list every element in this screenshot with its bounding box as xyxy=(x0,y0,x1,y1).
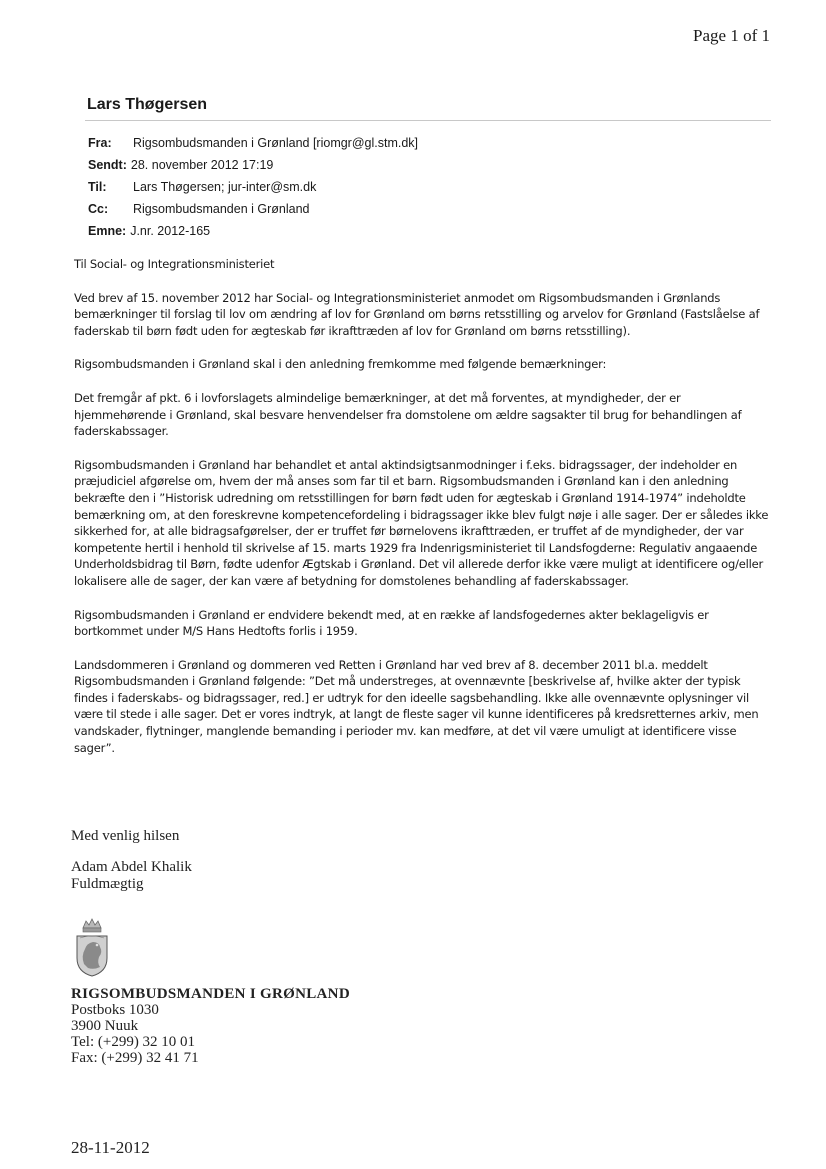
organization-name: RIGSOMBUDSMANDEN I GRØNLAND xyxy=(71,986,350,1002)
cc-label: Cc: xyxy=(88,202,109,216)
paragraph-access-requests: Rigsombudsmanden i Grønland har behandlet et antal aktindsigtsanmodninger i f.eks. bidragssager, der indeholder en præjudiciel afgørelse om, hvem der må anses som far til et barn. Rigsombudsmanden i Grønland kan i den anledning bekræfte den i ”Historisk udredning om retsstillingen for børn født uden for ægteskab i Grønland 1914-1974” indeholdte bemærkning om, at den foreskrevne kompetencefordeling i bidragssager ikke blev fulgt nøje i alle sager. Der er således ikke sikkerhed for, at alle bidragsafgørelser, der er truffet før børnelovens ikrafttræden, er truffet af de myndigheder, der var kompetente hertil i henhold til skrivelse af 15. marts 1929 fra Indenrigsministeriet til Landsfogderne: Regulativ angaaende Underholdsbidrag til Børn, fødte udenfor Ægtskab i Grønland. Det vil allerede derfor ikke være muligt at identificere og/eller lokalisere alle de sager, der kan være af betydning for domstolenes behandling af faderskabssager. xyxy=(74,457,769,588)
from-label: Fra: xyxy=(88,136,112,150)
header-sent xyxy=(88,154,418,176)
signer-name: Adam Abdel Khalik xyxy=(71,858,192,875)
footer-date: 28-11-2012 xyxy=(71,1138,150,1157)
fax: Fax: (+299) 32 41 71 xyxy=(71,1050,199,1066)
organization-block xyxy=(71,986,350,1066)
header-from xyxy=(88,132,418,154)
paragraph-request: Ved brev af 15. november 2012 har Social- og Integrationsministeriet anmodet om Rigsombudsmanden i Grønlands bemærkninger til forslag til lov om ændring af lov for Grønland om børns retsstilling og arvelov for Grønland (Fastslåelse af faderskab til børn født uden for ægteskab før ikrafttræden af lov for Grønland om børns retsstilling). xyxy=(74,290,760,338)
paragraph-intro: Rigsombudsmanden i Grønland skal i den anledning fremkomme med følgende bemærkninger: xyxy=(74,357,607,372)
closing xyxy=(71,828,192,894)
greeting: Med venlig hilsen xyxy=(71,828,180,844)
header-divider xyxy=(85,120,771,121)
sender-name: Lars Thøgersen xyxy=(87,96,208,113)
header-subject xyxy=(88,220,418,242)
paragraph-lost-records: Rigsombudsmanden i Grønland er endvidere bekendt med, at en række af landsfogedernes akter beklageligvis er bortkommet under M/S Hans Hedtofts forlis i 1959. xyxy=(74,607,709,639)
city: 3900 Nuuk xyxy=(71,1018,139,1034)
to-label: Til: xyxy=(88,180,107,194)
phone: Tel: (+299) 32 10 01 xyxy=(71,1034,196,1050)
subject-label: Emne: xyxy=(88,224,127,238)
cc-value: Rigsombudsmanden i Grønland xyxy=(133,202,310,216)
coat-of-arms-icon xyxy=(74,916,110,978)
to-value: Lars Thøgersen; jur-inter@sm.dk xyxy=(133,180,317,194)
paragraph-section-6: Det fremgår af pkt. 6 i lovforslagets almindelige bemærkninger, at det må forventes, at myndigheder, der er hjemmehørende i Grønland, skal besvare henvendelser fra domstolene om ældre sagsakter til brug for behandlingen af faderskabssager. xyxy=(74,390,742,439)
subject-value: J.nr. 2012-165 xyxy=(130,224,211,238)
header-cc xyxy=(88,198,418,220)
header-to xyxy=(88,176,418,198)
salutation: Til Social- og Integrationsministeriet xyxy=(74,257,275,271)
page-number: Page 1 of 1 xyxy=(693,26,770,45)
email-headers xyxy=(88,132,418,242)
sent-value: 28. november 2012 17:19 xyxy=(130,158,274,172)
from-value: Rigsombudsmanden i Grønland [riomgr@gl.stm.dk] xyxy=(133,136,419,150)
signer-title: Fuldmægtig xyxy=(71,876,144,892)
letter-body xyxy=(74,256,774,773)
paragraph-court-letter: Landsdommeren i Grønland og dommeren ved Retten i Grønland har ved brev af 8. december 2011 bl.a. meddelt Rigsombudsmanden i Grønland følgende: ”Det må understreges, at ovennævnte [beskrivelse af, hvilke akter der typisk findes i faderskabs- og bidragssager, red.] er udtryk for den ideelle sagsbehandling. Ikke alle ovennævnte oplysninger vil være til stede i alle sager. Det er vores indtryk, at langt de fleste sager vil kunne identificeres på kredsretternes arkiv, men vandskader, flytninger, manglende bemanding i perioder mv. kan medføre, at det vil være umuligt at identificere visse sager”. xyxy=(74,657,759,755)
po-box: Postboks 1030 xyxy=(71,1002,159,1018)
sent-label: Sendt: xyxy=(88,158,127,172)
